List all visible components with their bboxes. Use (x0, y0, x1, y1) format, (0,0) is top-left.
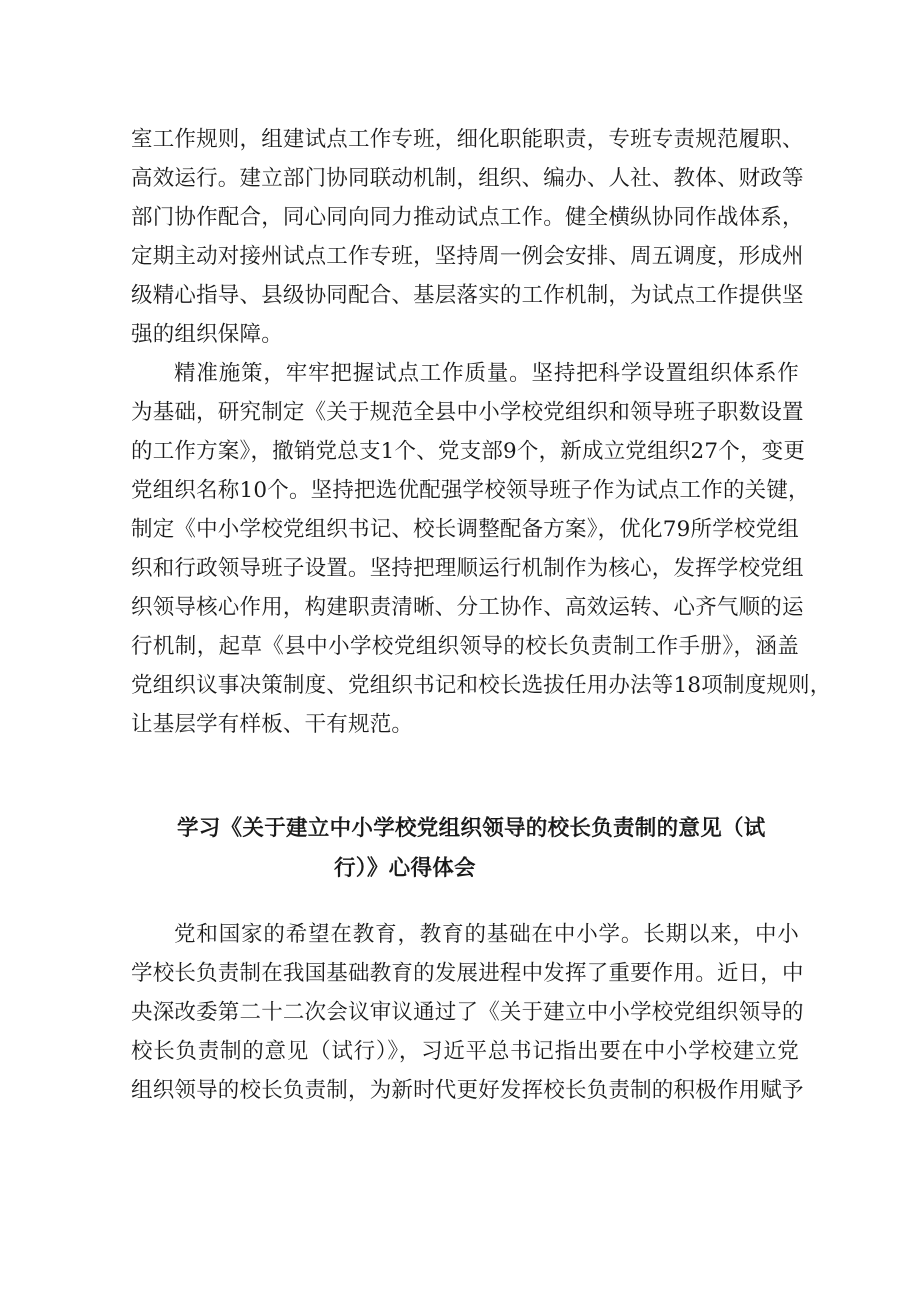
text-line: 校长负责制的意见（试行）》，习近平总书记指出要在中小学校建立党 (131, 1039, 799, 1064)
title-line-2: 行）》心得体会 (334, 856, 476, 881)
text-line: 的工作方案》，撤销党总支1个、党支部9个，新成立党组织27个，变更 (131, 439, 806, 464)
text-line: 学校长负责制在我国基础教育的发展进程中发挥了重要作用。近日，中 (131, 961, 804, 986)
text-line: 组织领导的校长负责制，为新时代更好发挥校长负责制的积极作用赋予 (131, 1078, 804, 1103)
text-line: 党组织议事决策制度、党组织书记和校长选拔任用办法等18项制度规则， (131, 673, 832, 698)
text-line: 行机制，起草《县中小学校党组织领导的校长负责制工作手册》，涵盖 (131, 634, 799, 659)
text-line: 央深改委第二十二次会议审议通过了《关于建立中小学校党组织领导的 (131, 1000, 804, 1025)
text-line: 党和国家的希望在教育，教育的基础在中小学。长期以来，中小 (174, 922, 799, 947)
text-line: 为基础，研究制定《关于规范全县中小学校党组织和领导班子职数设置 (131, 400, 804, 425)
text-line: 级精心指导、县级协同配合、基层落实的工作机制，为试点工作提供坚 (131, 283, 804, 308)
text-line: 织领导核心作用，构建职责清晰、分工协作、高效运转、心齐气顺的运 (131, 595, 804, 620)
text-line: 制定《中小学校党组织书记、校长调整配备方案》，优化79所学校党组 (131, 517, 800, 542)
text-line: 室工作规则，组建试点工作专班，细化职能职责，专班专责规范履职、 (131, 127, 804, 152)
title-line-1: 学习《关于建立中小学校党组织领导的校长负责制的意见（试 (177, 816, 766, 841)
text-line: 精准施策，牢牢把握试点工作质量。坚持把科学设置组织体系作 (174, 361, 799, 386)
text-line: 定期主动对接州试点工作专班，坚持周一例会安排、周五调度，形成州 (131, 244, 804, 269)
text-line: 高效运行。建立部门协同联动机制，组织、编办、人社、教体、财政等 (131, 166, 804, 191)
text-line: 强的组织保障。 (131, 322, 283, 347)
text-line: 织和行政领导班子设置。坚持把理顺运行机制作为核心，发挥学校党组 (131, 556, 804, 581)
text-line: 部门协作配合，同心同向同力推动试点工作。健全横纵协同作战体系， (131, 205, 804, 230)
text-line: 党组织名称10个。坚持把选优配强学校领导班子作为试点工作的关键， (131, 478, 810, 503)
text-line: 让基层学有样板、干有规范。 (131, 712, 414, 737)
